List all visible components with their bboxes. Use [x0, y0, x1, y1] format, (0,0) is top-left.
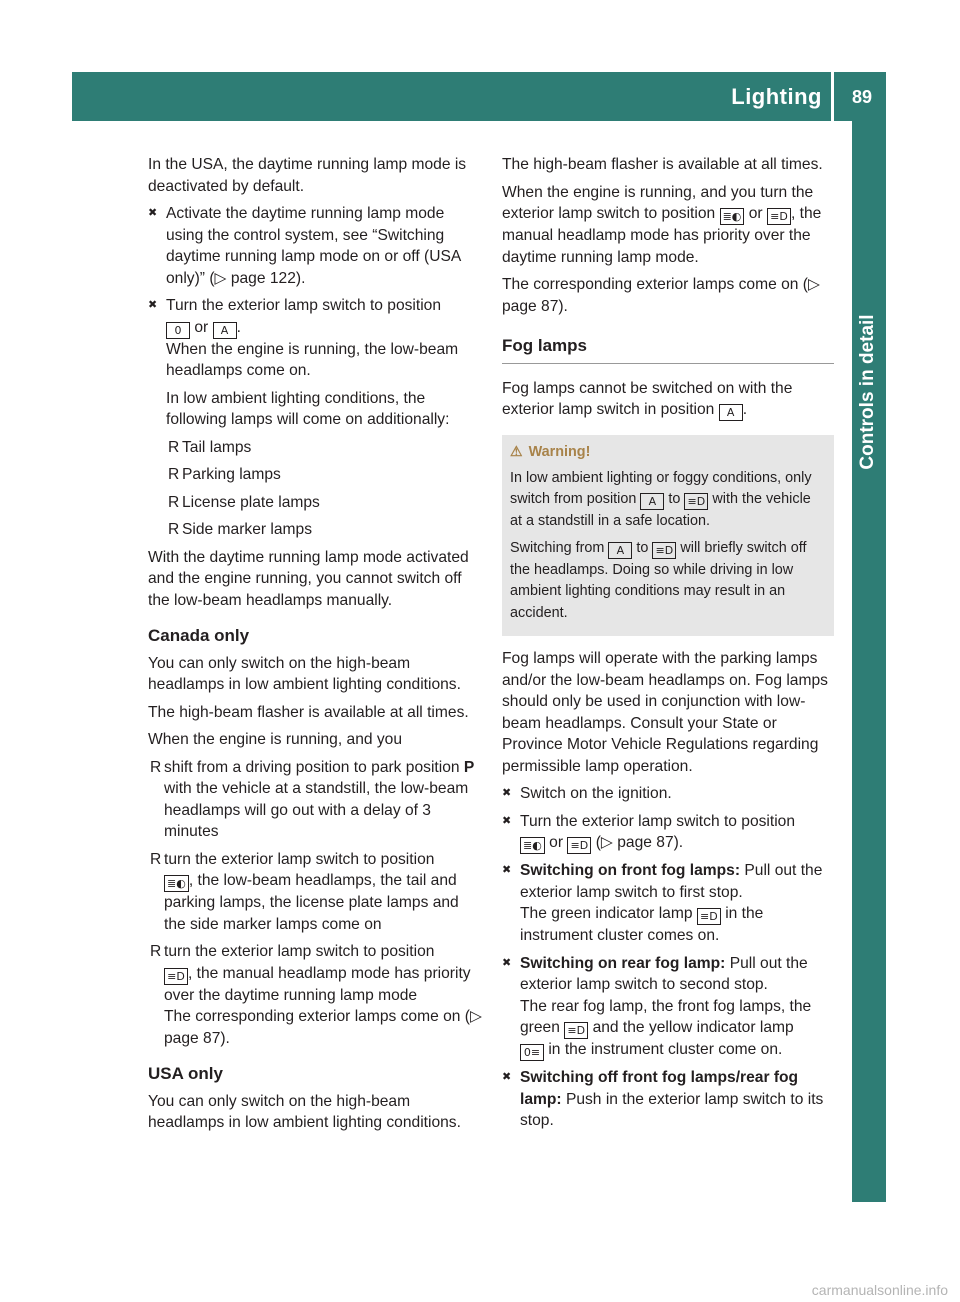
parking-lamp-icon: ≣◐: [520, 837, 545, 854]
switch-auto-icon: A: [608, 542, 632, 559]
list-item: R License plate lamps: [168, 493, 320, 511]
parking-lamp-icon: ≣◐: [720, 208, 745, 225]
list-item: R Side marker lamps: [168, 521, 312, 538]
warning-icon: ⚠: [510, 443, 523, 459]
warning-box: ⚠ Warning! In low ambient lighting or foggy conditions, only switch from position A to ≡D with the vehicle at a standstill in a safe location. Switching from A to ≡D will briefly switch off the headlamps. Doing so while driving in low ambient lighting conditions may result in an accident.: [502, 435, 834, 636]
switch-off-icon: 0: [166, 322, 190, 339]
instruction-step: ✖ Switching on front fog lamps: Pull out the exterior lamp switch to first stop. The green indicator lamp ≡D in the instrument cluster comes on.: [502, 860, 834, 947]
list-item: R Tail lamps: [168, 438, 252, 456]
list-item: R turn the exterior lamp switch to position ≡D , the manual headlamp mode has priority over the daytime running lamp mode The corresponding exterior lamps come on (▷ page 87).: [150, 943, 482, 1047]
page-number: 89: [851, 87, 872, 107]
paragraph: You can only switch on the high-beam headlamps in low ambient lighting conditions.: [148, 1092, 461, 1131]
list-item: R turn the exterior lamp switch to position ≣◐ , the low-beam headlamps, the tail and parking lamps, the license plate lamps and the side marker lamps come on: [150, 850, 459, 933]
instruction-step: ✖ Turn the exterior lamp switch to position ≣◐ or ≡D (▷ page 87).: [502, 811, 834, 855]
subheading-canada: Canada only: [148, 626, 250, 645]
instruction-step: ✖ Switch on the ignition.: [502, 783, 834, 805]
low-beam-icon: ≡D: [684, 493, 708, 510]
left-column: [148, 154, 482, 1140]
low-beam-icon: ≡D: [767, 208, 791, 225]
right-column: [502, 154, 834, 1138]
page-title: Lighting: [731, 84, 822, 109]
side-tab-label: Controls in detail: [857, 314, 878, 470]
paragraph: You can only switch on the high-beam headlamps in low ambient lighting conditions.: [148, 654, 461, 693]
list-item: R shift from a driving position to park position P with the vehicle at a standstill, the low-beam headlamps will go out with a delay of 3 minutes: [150, 758, 475, 840]
low-beam-icon: ≡D: [652, 542, 676, 559]
list-item: R Parking lamps: [168, 466, 281, 483]
header-separator: [831, 72, 834, 121]
switch-auto-icon: A: [213, 322, 237, 339]
section-heading-fog-lamps: Fog lamps: [502, 335, 834, 364]
low-beam-icon: ≡D: [164, 968, 188, 985]
paragraph: With the daytime running lamp mode activated and the engine running, you cannot switch off the low-beam headlamps manually.: [148, 548, 469, 609]
instruction-step: ✖ Turn the exterior lamp switch to position 0 or A . When the engine is running, the low-beam headlamps come on. In low ambient lighting conditions, the following lamps will come on additionally: R Tail lamps R Parking lamps R License plate lamps R Side marker lamps: [148, 295, 482, 541]
instruction-step: ✖ Activate the daytime running lamp mode using the control system, see “Switching daytime running lamp mode on or off (USA only)” (▷ page 122).: [148, 203, 482, 289]
rear-fog-lamp-icon: 0≡: [520, 1044, 544, 1061]
subheading-usa: USA only: [148, 1064, 223, 1083]
paragraph: Fog lamps cannot be switched on with the exterior lamp switch in position A .: [502, 379, 793, 419]
paragraph: The high-beam flasher is available at all times.: [148, 703, 469, 721]
warning-title: ⚠ Warning!: [510, 441, 826, 464]
switch-auto-icon: A: [719, 404, 743, 421]
paragraph: In the USA, the daytime running lamp mode is deactivated by default.: [148, 156, 467, 195]
paragraph: The corresponding exterior lamps come on (▷ page 87).: [502, 276, 820, 315]
low-beam-icon: ≡D: [567, 837, 591, 854]
side-tab: [852, 121, 886, 1202]
paragraph: Fog lamps will operate with the parking lamps and/or the low-beam headlamps on. Fog lamps should only be used in conjunction with low-beam headlamps. Consult your State or Province Motor Vehicle Regulations regarding permissible lamp operation.: [502, 650, 828, 775]
paragraph: The high-beam flasher is available at all times.: [502, 156, 823, 173]
front-fog-lamp-icon: ≡D: [564, 1022, 588, 1039]
header-bar: [72, 72, 886, 121]
watermark: carmanualsonline.info: [811, 1282, 948, 1298]
paragraph: When the engine is running, and you: [148, 731, 403, 748]
instruction-step: ✖ Switching off front fog lamps/rear fog lamp: Push in the exterior lamp switch to its stop.: [502, 1067, 834, 1132]
switch-auto-icon: A: [640, 493, 664, 510]
parking-lamp-icon: ≣◐: [164, 875, 189, 892]
front-fog-lamp-icon: ≡D: [697, 908, 721, 925]
instruction-step: ✖ Switching on rear fog lamp: Pull out the exterior lamp switch to second stop. The rear fog lamp, the front fog lamps, the green ≡D and the yellow indicator lamp 0≡ in the instrument cluster come on.: [502, 953, 834, 1062]
paragraph: When the engine is running, and you turn the exterior lamp switch to position ≣◐ or ≡D , the manual headlamp mode has priority over the daytime running lamp mode.: [502, 183, 822, 266]
